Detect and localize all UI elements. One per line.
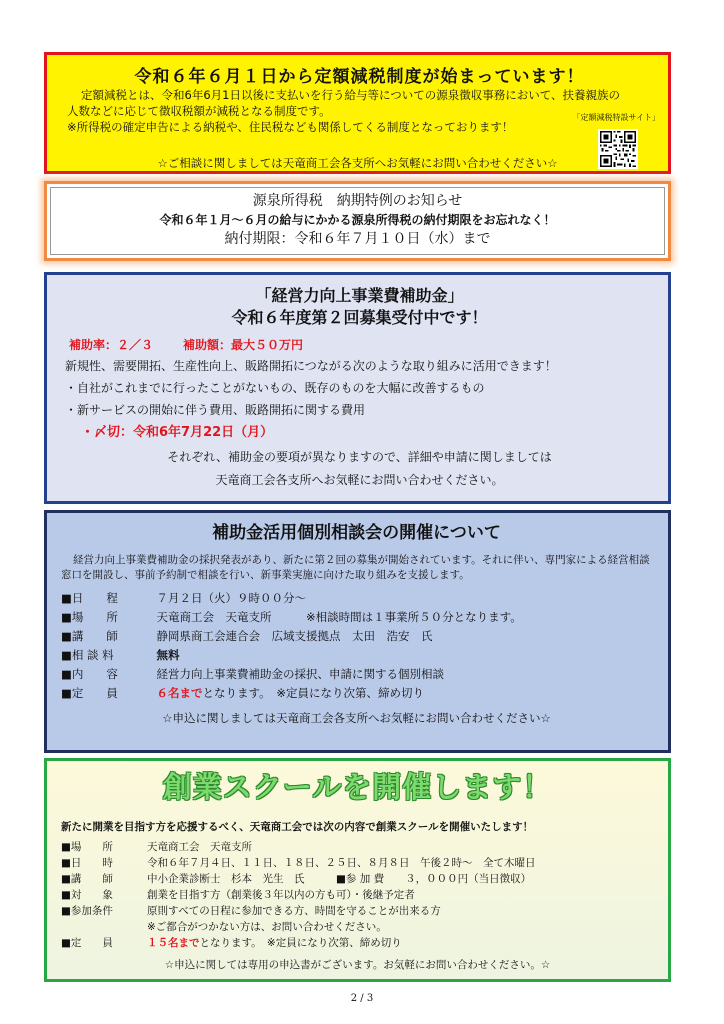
row-value: 経営力向上事業費補助金の採択、申請に関する個別相談 (145, 667, 444, 681)
subsidy-description: 新規性、需要開拓、生産性向上、販路開拓につながる次のような取り組みに活用できます！ (65, 359, 557, 373)
consultation-contact: ☆申込に関しましては天竜商工会各支所へお気軽にお問い合わせください☆ (162, 711, 551, 725)
withholding-tax-deadline: 納付期限：令和６年７月１０日（水）まで (224, 231, 491, 247)
row-key: ■講 師 (61, 629, 118, 643)
row-key (61, 919, 147, 935)
tax-reduction-paragraph-2: 人数などに応じて徴収税額が減税となる制度です。 (67, 104, 331, 118)
row-value: 中小企業診断士 杉本 光生 氏 ■参 加 費 ３，０００円（当日徴収） (147, 873, 532, 885)
subsidy-closing-1: それぞれ、補助金の要項が異なりますので、詳細や申請に関しましては (167, 450, 552, 464)
row-key: ■定 員 (61, 937, 113, 949)
withholding-tax-notice (44, 181, 671, 261)
school-row (61, 855, 654, 871)
row-key: ■場 所 (61, 610, 118, 624)
consultation-row (61, 608, 652, 627)
subsidy-amount: 補助額：最大５０万円 (183, 338, 304, 352)
startup-school-contact: ☆申込に関しては専用の申込書がございます。お気軽にお問い合わせください。☆ (164, 959, 551, 971)
row-key: ■参加条件 (61, 905, 113, 917)
capacity-limit: １５名まで (147, 937, 200, 949)
school-row (61, 871, 654, 887)
row-value: 天竜商工会 天竜支所 (147, 841, 252, 853)
subsidy-bullet-1: ・自社がこれまでに行ったことがないもの、既存のものを大幅に改善するもの (65, 381, 485, 395)
school-row (61, 919, 654, 935)
row-key: ■定 員 (61, 686, 118, 700)
tax-reduction-notice (44, 52, 671, 174)
startup-school-banner: 創業スクールを開催します！ (162, 770, 553, 804)
row-key: ■講 師 (61, 873, 113, 885)
startup-school-intro: 新たに開業を目指す方を応援するべく、天竜商工会では次の内容で創業スクールを開催いたします！ (61, 821, 534, 833)
school-row (61, 887, 654, 903)
capacity-limit: ６名まで (156, 686, 203, 700)
withholding-tax-title: 源泉所得税 納期特例のお知らせ (252, 193, 463, 209)
subsidy-title: 「経営力向上事業費補助金」 (255, 286, 464, 305)
tax-reduction-title: 令和６年６月１日から定額減税制度が始まっています！ (134, 67, 585, 87)
subsidy-rate-line (65, 335, 654, 355)
page-number: 2 / 3 (350, 993, 374, 1004)
row-value: 無料 (145, 648, 180, 662)
row-value (147, 935, 654, 951)
row-key: ■相 談 料 (61, 648, 114, 662)
special-site-label: 「定額減税特設サイト」 (572, 113, 660, 122)
subsidy-deadline: ・〆切：令和6年7月22日（月） (81, 425, 274, 440)
row-value: 静岡県商工会連合会 広域支援拠点 太田 浩安 氏 (145, 629, 433, 643)
subsidy-subtitle: 令和６年度第２回募集受付中です！ (231, 308, 488, 327)
row-value: ７月２日（火）９時００分～ (145, 591, 306, 605)
school-row (61, 903, 654, 919)
consultation-intro: 経営力向上事業費補助金の採択発表があり、新たに第２回の募集が開始されています。それに伴い、専門家による経営相談窓口を開設し、事前予約制で相談を行い、新事業実施に向けた取り組みを支援します。 (61, 554, 650, 581)
consultation-title: 補助金活用個別相談会の開催について (212, 523, 501, 543)
capacity-note: となります。 ※定員になり次第、締め切り (199, 937, 402, 949)
consultation-row (61, 627, 652, 646)
row-key: ■日 程 (61, 591, 118, 605)
startup-school-notice (44, 758, 671, 982)
subsidy-bullet-2: ・新サービスの開始に伴う費用、販路開拓に関する費用 (65, 403, 366, 417)
consultation-capacity-row (61, 684, 652, 703)
school-capacity-row (61, 935, 654, 951)
row-key: ■場 所 (61, 841, 113, 853)
consultation-notice (44, 510, 671, 753)
capacity-note: となります。 ※定員になり次第、締め切り (202, 686, 424, 700)
row-value: 令和６年７月４日、１１日、１８日、２５日、８月８日 午後２時～ 全て木曜日 (147, 857, 536, 869)
school-row (61, 839, 654, 855)
tax-reduction-paragraph-1: 定額減税とは、令和6年6月1日以後に支払いを行う給与等についての源泉徴収事務において、扶養親族の (81, 88, 620, 102)
row-value: 原則すべての日程に参加できる方、時間を守ることが出来る方 (147, 905, 441, 917)
row-key: ■対 象 (61, 889, 113, 901)
withholding-tax-subtitle: 令和６年１月～６月の給与にかかる源泉所得税の納付期限をお忘れなく！ (159, 213, 556, 227)
row-value (145, 684, 652, 703)
subsidy-notice (44, 272, 671, 504)
subsidy-closing-2: 天竜商工会各支所へお気軽にお問い合わせください。 (215, 473, 504, 487)
subsidy-rate: 補助率：２／３ (69, 338, 154, 352)
consultation-row (61, 646, 652, 665)
row-key: ■内 容 (61, 667, 118, 681)
consultation-row (61, 589, 652, 608)
tax-reduction-contact: ☆ご相談に関しましては天竜商工会各支所へお気軽にお問い合わせください☆ (157, 156, 558, 170)
tax-reduction-paragraph-3: ※所得税の確定申告による納税や、住民税なども関係してくる制度となっております！ (67, 120, 514, 134)
consultation-row (61, 665, 652, 684)
row-value: 天竜商工会 天竜支所 ※相談時間は１事業所５０分となります。 (145, 610, 522, 624)
row-key: ■日 時 (61, 857, 113, 869)
row-value: ※ご都合がつかない方は、お問い合わせください。 (147, 921, 387, 933)
row-value: 創業を目指す方（創業後３年以内の方も可）・後継予定者 (147, 889, 415, 901)
